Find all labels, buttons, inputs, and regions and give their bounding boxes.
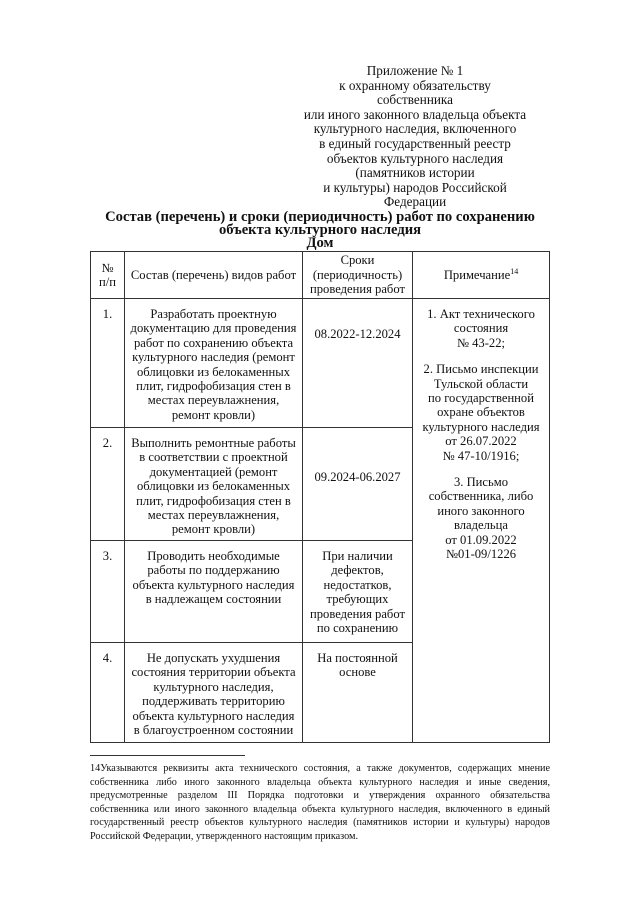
work-line: документацию для проведения — [130, 321, 297, 336]
remark-line: культурного наследия — [422, 419, 540, 434]
appendix-line: Федерации — [383, 194, 447, 210]
row-num: 2. — [91, 428, 125, 541]
work-line: документацией (ремонт — [149, 464, 278, 479]
row-num: 3. — [91, 541, 125, 643]
work-line: в надлежащем состоянии — [145, 592, 282, 607]
appendix-line: или иного законного владельца объекта — [303, 106, 527, 122]
remark-item — [413, 362, 549, 463]
work-line: работ по сохранению объекта — [133, 335, 294, 350]
appendix-line: Приложение № 1 — [366, 63, 464, 78]
remark-line: № 43-22; — [456, 335, 506, 350]
remark-line: охране объектов — [437, 405, 525, 420]
remark-item — [413, 475, 549, 561]
header-terms — [303, 252, 413, 299]
work-line: в соответствии с проектной — [139, 450, 288, 465]
term-line: по сохранению — [316, 621, 399, 636]
work-line: облицовки из белокаменных — [137, 364, 290, 379]
row-work — [125, 428, 303, 541]
appendix-line: к охранному обязательству — [339, 77, 491, 93]
header-notes — [413, 252, 550, 299]
remark-line: 2. Письмо инспекции — [423, 362, 539, 377]
work-line: состояния территории объекта — [131, 665, 296, 680]
work-line: поддерживать территорию — [142, 694, 285, 709]
row-term — [303, 643, 413, 743]
work-line: плит, гидрофобизация стен в — [136, 493, 291, 508]
remark-line: по государственной — [428, 391, 534, 406]
work-line: работы по поддержанию — [147, 563, 280, 578]
remarks-cell — [413, 299, 550, 743]
row-term — [303, 428, 413, 541]
term-line: На постоянной — [317, 651, 398, 665]
header-terms-line: (периодичность) — [312, 267, 403, 282]
header-terms-line: Сроки — [340, 253, 375, 268]
term-line: основе — [339, 665, 376, 680]
remark-line: от 26.07.2022 — [445, 434, 517, 449]
row-work — [125, 541, 303, 643]
row-work — [125, 643, 303, 743]
work-line: объекта культурного наследия — [132, 577, 295, 592]
row-num: 4. — [91, 643, 125, 743]
remark-line: 3. Письмо — [453, 475, 509, 490]
appendix-line: объектов культурного наследия — [326, 150, 504, 166]
row-term — [303, 541, 413, 643]
works-table — [90, 251, 550, 743]
work-line: культурного наследия (ремонт — [132, 350, 295, 365]
term-line: 08.2022-12.2024 — [314, 327, 401, 341]
work-line: объекта культурного наследия — [132, 708, 295, 723]
term-line: недостатков, — [323, 577, 392, 592]
remark-line: состояния — [453, 321, 509, 336]
title-line: Состав (перечень) и сроки (периодичность) работ по сохранению — [105, 209, 535, 225]
work-line: ремонт кровли) — [171, 407, 256, 422]
work-line: Не допускать ухудшения — [146, 651, 281, 665]
header-num — [91, 252, 125, 299]
appendix-line: и культуры) народов Российской — [323, 179, 507, 195]
term-line: проведения работ — [310, 606, 405, 621]
term-line: дефектов, — [331, 563, 384, 578]
footnote-text: 14Указываются реквизиты акта технического состояния, а также документов, содержащих мнение собственника либо иного законного владельца объекта культурного наследия и иные сведения, предусмотренные разделом III Порядка подготовки и утверждения охранного обязательства собственника или иного законного владельца объекта культурного наследия, включенного в единый государственный реестр объектов культурного наследия (памятников истории и культуры) народов Российской Федерации, утвержденного настоящим приказом. — [90, 763, 550, 842]
footnote-divider — [90, 755, 245, 756]
row-term — [303, 299, 413, 428]
remark-line: владельца — [453, 518, 508, 533]
table-header-row — [91, 252, 550, 299]
remark-line: №01-09/1226 — [445, 547, 517, 562]
document-title — [70, 211, 570, 251]
header-notes-label: Примечание — [443, 267, 511, 282]
work-line: плит, гидрофобизация стен в — [136, 379, 291, 394]
work-line: культурного наследия, — [153, 679, 274, 694]
work-line: в благоустроенном состоянии — [133, 723, 294, 738]
appendix-line: в единый государственный реестр — [319, 135, 511, 151]
object-name: Дом — [306, 235, 334, 252]
work-line: местах переувлажнения, — [147, 393, 280, 408]
work-line: Выполнить ремонтные работы — [131, 436, 296, 450]
remark-line: от 01.09.2022 — [445, 532, 517, 547]
header-num-line: п/п — [99, 275, 116, 289]
row-work — [125, 299, 303, 428]
term-line: При наличии — [322, 549, 393, 563]
remark-line: Тульской области — [433, 376, 529, 391]
remark-line: 1. Акт технического — [427, 307, 535, 321]
remark-line: № 47-10/1916; — [442, 448, 520, 463]
header-composition: Состав (перечень) видов работ — [125, 252, 303, 299]
header-terms-line: проведения работ — [310, 282, 405, 297]
work-line: облицовки из белокаменных — [137, 479, 290, 494]
footnote-ref: 14 — [510, 266, 519, 276]
work-line: местах переувлажнения, — [147, 508, 280, 523]
appendix-header — [290, 64, 540, 210]
work-line: Разработать проектную — [150, 307, 277, 321]
table-row — [91, 299, 550, 428]
appendix-line: собственника — [376, 92, 453, 108]
appendix-line: культурного наследия, включенного — [313, 121, 517, 137]
remark-line: иного законного — [437, 503, 525, 518]
term-line: 09.2024-06.2027 — [314, 470, 401, 484]
appendix-line: (памятников истории — [355, 165, 475, 181]
title-line: объекта культурного наследия — [218, 222, 422, 239]
row-num: 1. — [91, 299, 125, 428]
work-line: Проводить необходимые — [147, 549, 280, 563]
work-line: ремонт кровли) — [171, 522, 256, 537]
term-line: требующих — [326, 592, 389, 607]
remark-item — [413, 307, 549, 350]
remark-line: собственника, либо — [428, 489, 534, 504]
header-num-line: № — [101, 260, 114, 275]
